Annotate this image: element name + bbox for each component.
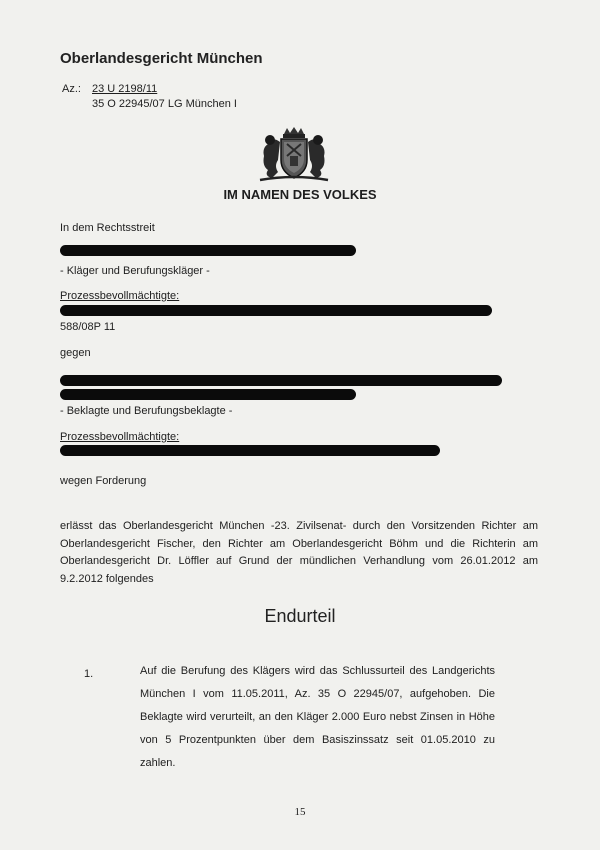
- case-number-secondary: 35 O 22945/07 LG München I: [92, 98, 237, 110]
- judgment-title: Endurteil: [264, 606, 336, 626]
- item-text: Auf die Berufung des Klägers wird das Schlussurteil des Landgerichts München I vom 11.05.2011, Az. 35 O 22945/07, aufgehoben. Die Beklagte wird verurteilt, an den Kläger 2.000 Euro nebst Zinsen in Höhe von 5 Prozentpunkten über dem Basiszinssatz seit 01.05.2010 zu zahlen.: [140, 665, 495, 769]
- counsel-label-plaintiff: Prozessbevollmächtigte:: [60, 290, 180, 302]
- defendant-role: - Beklagte und Berufungsbeklagte -: [60, 405, 233, 417]
- redaction-bar: [60, 305, 492, 316]
- reference-number: 588/08P 11: [60, 321, 116, 333]
- court-name: Oberlandesgericht München: [60, 50, 263, 67]
- intro-text: In dem Rechtsstreit: [60, 222, 155, 234]
- subject-text: wegen Forderung: [60, 475, 147, 487]
- case-number-primary: 23 U 2198/11: [92, 83, 158, 95]
- judgment-preamble: erlässt das Oberlandesgericht München -23. Zivilsenat- durch den Vorsitzenden Richter am Oberlandesgericht Fischer, den Richter am Oberlandesgericht Böhm und die Richterin am Oberlandesgericht Dr. Löffler auf Grund der mündlichen Verhandlung vom 26.01.2012 am 9.2.2012 folgendes: [60, 520, 538, 585]
- case-number-label: Az.:: [62, 83, 81, 95]
- redaction-bar: [60, 245, 356, 256]
- plaintiff-role: - Kläger und Berufungskläger -: [60, 265, 210, 277]
- item-number: 1.: [84, 668, 94, 680]
- redaction-bar: [60, 445, 440, 456]
- page-number: 15: [294, 806, 306, 818]
- versus-text: gegen: [60, 347, 91, 359]
- redaction-bar: [60, 375, 502, 386]
- heading-in-the-name-of-the-people: IM NAMEN DES VOLKES: [223, 187, 377, 202]
- bavarian-coat-of-arms-icon: [254, 126, 334, 182]
- redaction-bar: [60, 389, 356, 400]
- counsel-label-defendant: Prozessbevollmächtigte:: [60, 431, 180, 443]
